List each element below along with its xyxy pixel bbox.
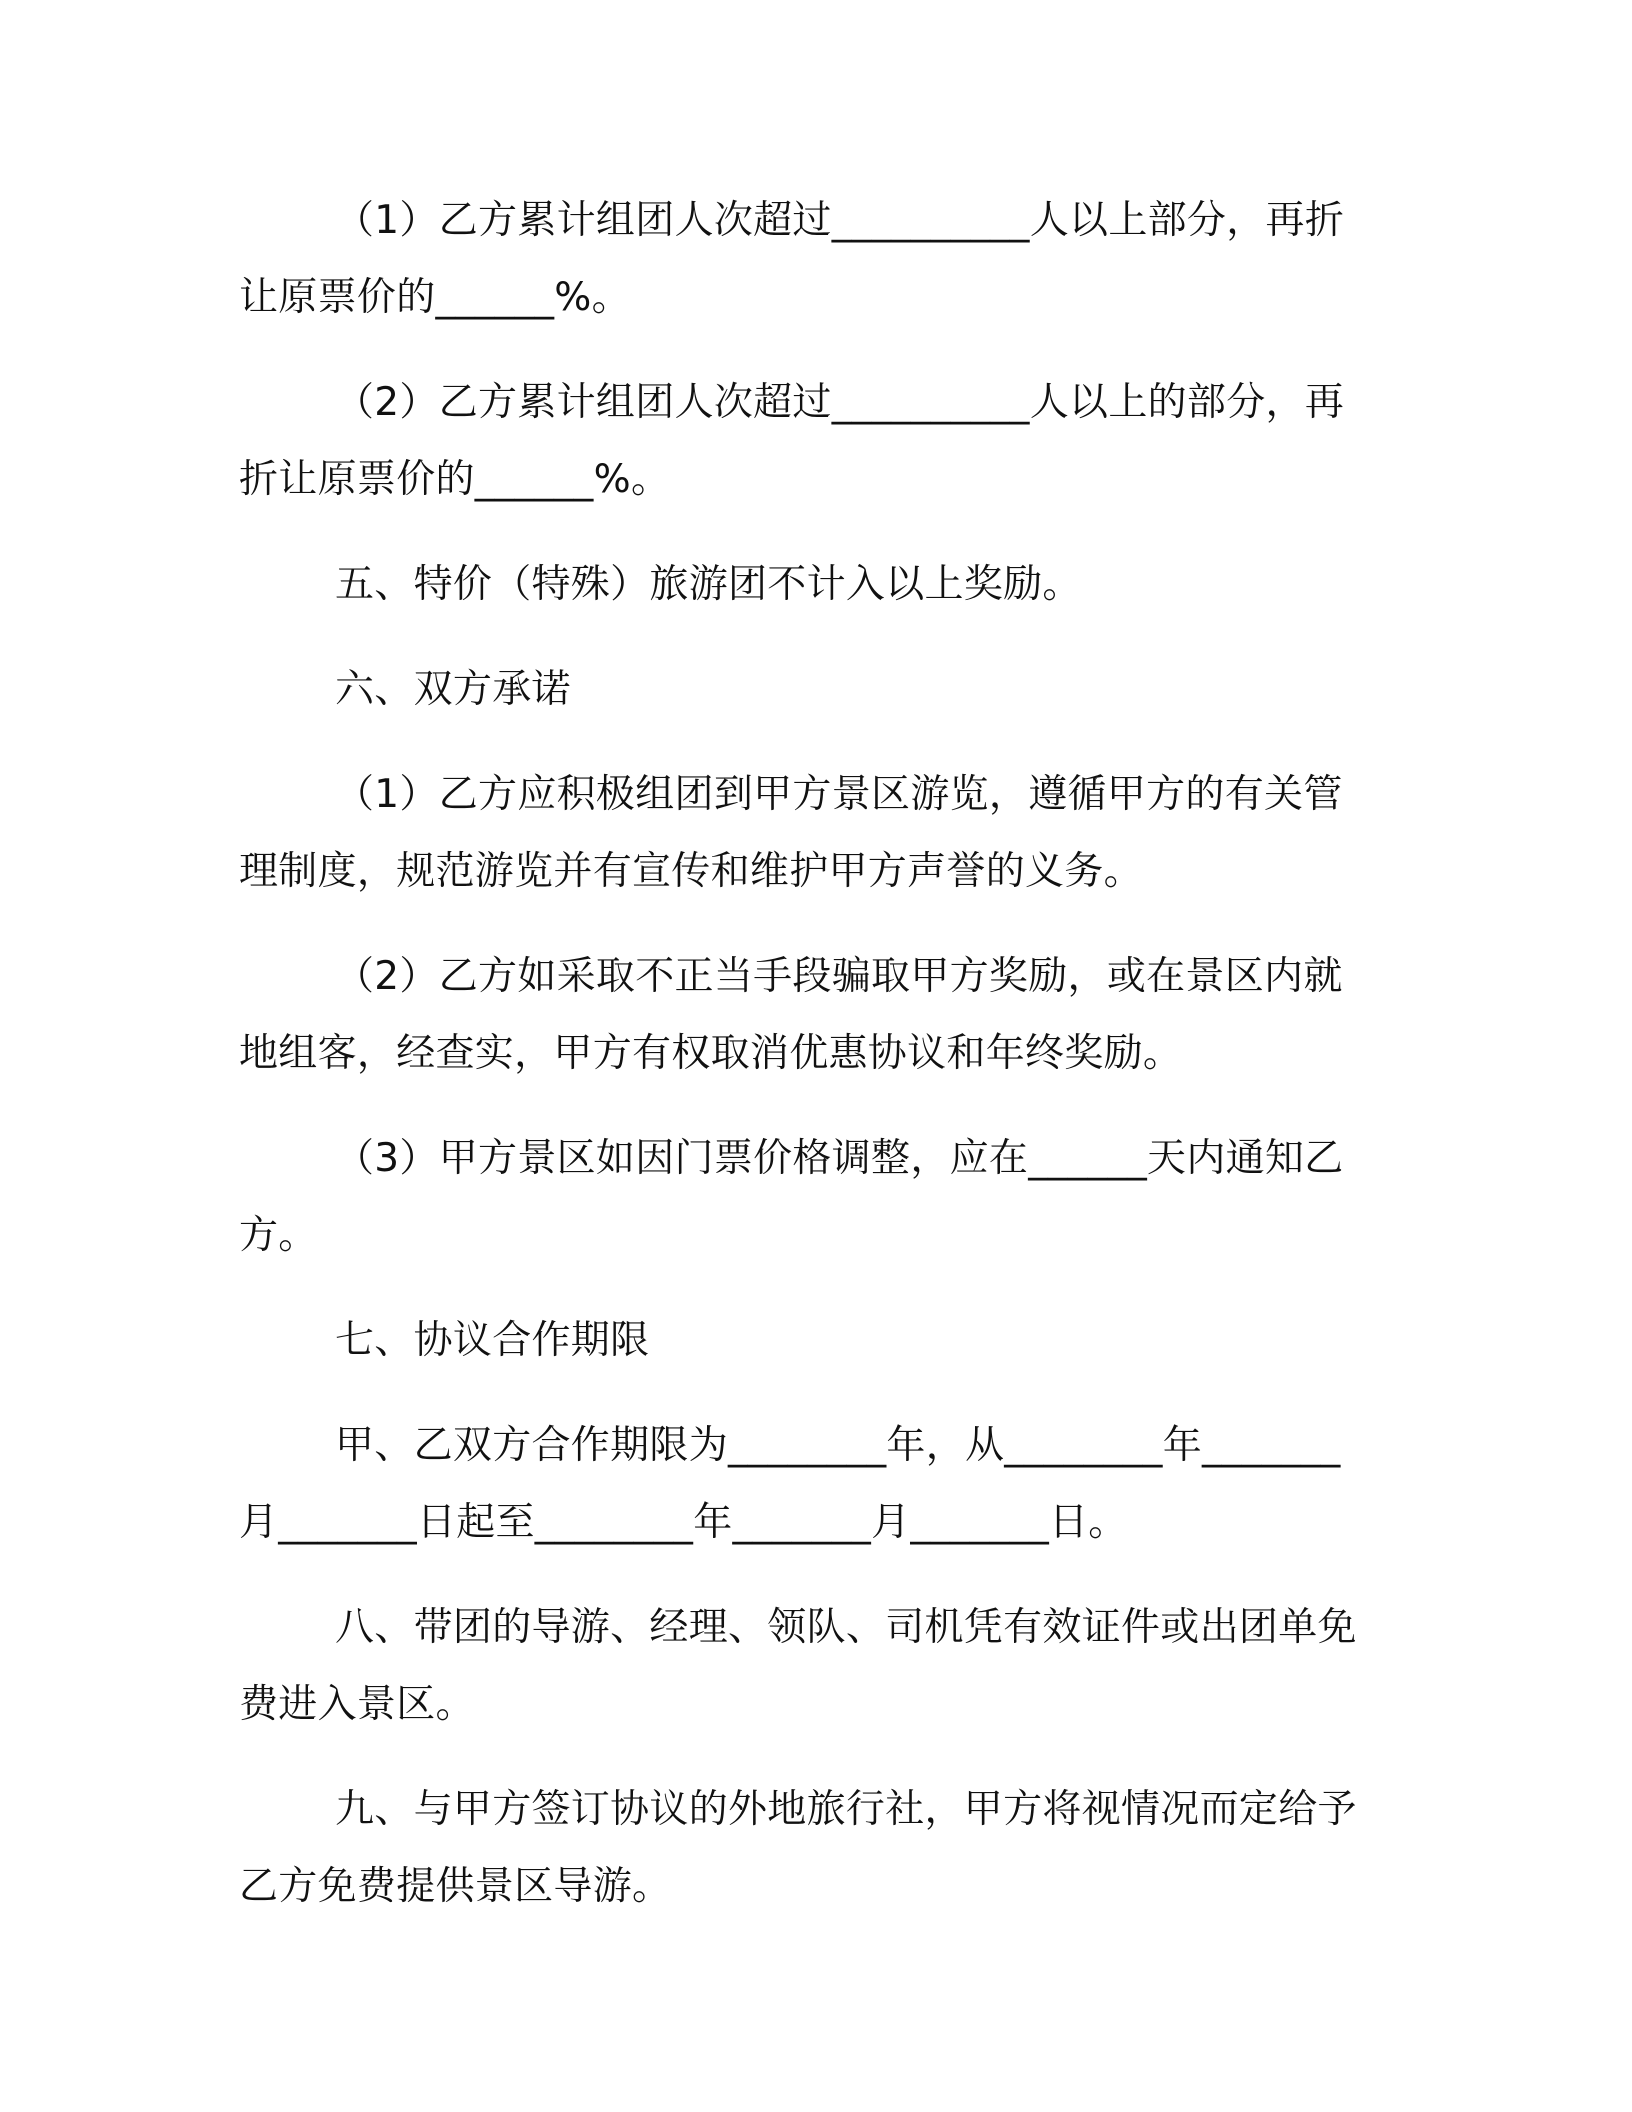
paragraph-commitment-1: （1）乙方应积极组团到甲方景区游览，遵循甲方的有关管理制度，规范游览并有宣传和维护甲方声誉的义务。 — [239, 772, 1343, 894]
paragraph-discount-1: （1）乙方累计组团人次超过__________人以上部分，再折让原票价的______%。 — [239, 198, 1345, 320]
paragraph-section-8: 八、带团的导游、经理、领队、司机凭有效证件或出团单免费进入景区。 — [239, 1605, 1357, 1727]
paragraph-cooperation-term: 甲、乙双方合作期限为________年，从________年_______月_______日起至________年_______月_______日。 — [239, 1423, 1341, 1545]
paragraph-commitment-3: （3）甲方景区如因门票价格调整，应在______天内通知乙方。 — [239, 1136, 1344, 1258]
paragraph-commitment-2: （2）乙方如采取不正当手段骗取甲方奖励，或在景区内就地组客，经查实，甲方有权取消优惠协议和年终奖励。 — [239, 954, 1343, 1076]
document-body — [239, 182, 1379, 1925]
paragraph-section-5: 五、特价（特殊）旅游团不计入以上奖励。 — [335, 562, 1082, 607]
heading-section-6: 六、双方承诺 — [335, 667, 571, 712]
heading-section-7: 七、协议合作期限 — [335, 1318, 650, 1363]
paragraph-discount-2: （2）乙方累计组团人次超过__________人以上的部分，再折让原票价的______%。 — [239, 380, 1345, 502]
paragraph-section-9: 九、与甲方签订协议的外地旅行社，甲方将视情况而定给予乙方免费提供景区导游。 — [239, 1787, 1357, 1909]
